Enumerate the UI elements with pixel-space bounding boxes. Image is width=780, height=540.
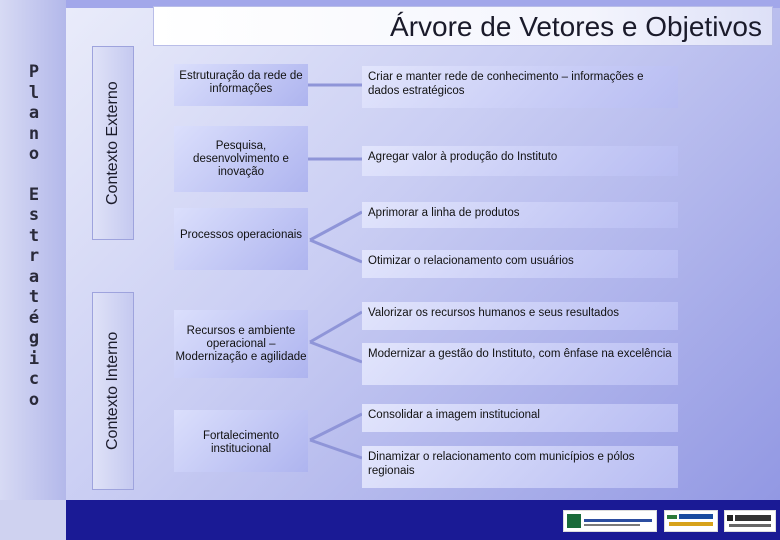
context-external-label: Contexto Externo	[104, 81, 121, 205]
sidebar-letter: t	[28, 225, 40, 246]
logo-ibap-rj	[724, 510, 776, 532]
objective-box	[362, 202, 678, 228]
objective-box	[362, 404, 678, 432]
vector-text: Estruturação da rede de informações	[179, 70, 303, 95]
objective-box	[362, 302, 678, 330]
objective-text: Otimizar o relacionamento com usuários	[368, 255, 574, 267]
sidebar-letter: a	[28, 266, 40, 287]
sidebar-letter: n	[28, 123, 40, 144]
objective-box	[362, 146, 678, 176]
objective-text: Modernizar a gestão do Instituto, com ênfase na excelência	[368, 348, 672, 360]
vector-text: Processos operacionais	[179, 229, 303, 241]
footer-bar	[0, 500, 780, 540]
sidebar-letter: E	[28, 184, 40, 205]
sidebar-letter: r	[28, 246, 40, 266]
vector-box	[174, 208, 308, 270]
vector-box	[174, 64, 308, 106]
connector-line	[310, 212, 362, 240]
vector-text: Fortalecimento institucional	[202, 430, 280, 455]
vector-text: Recursos e ambiente operacional – Modernização e agilidade	[175, 324, 307, 363]
footer-left-block	[0, 500, 66, 540]
sidebar-letter: a	[28, 103, 40, 123]
connector-line	[310, 342, 362, 362]
objective-box	[362, 446, 678, 488]
context-internal-label: Contexto Interno	[104, 331, 121, 451]
connector-line	[310, 312, 362, 342]
sidebar-letter: i	[28, 348, 40, 369]
vector-text: Pesquisa, desenvolvimento e inovação	[193, 139, 289, 178]
objective-text: Dinamizar o relacionamento com municípios e pólos regionais	[368, 451, 635, 477]
sidebar-letter: l	[28, 82, 40, 103]
page-title: Árvore de Vetores e Objetivos	[390, 11, 762, 42]
connector-line	[310, 414, 362, 440]
sidebar-letter: o	[28, 389, 40, 410]
objective-box	[362, 66, 678, 108]
sidebar-letter: P	[28, 62, 40, 82]
connector-line	[310, 240, 362, 262]
vector-box	[174, 410, 308, 472]
sidebar-letter: s	[28, 205, 40, 225]
logo-espirito-santo	[664, 510, 718, 532]
objective-text: Aprimorar a linha de produtos	[368, 207, 520, 219]
objective-text: Agregar valor à produção do Instituto	[368, 151, 558, 163]
incaper-logo-icon	[564, 511, 656, 531]
objective-text: Valorizar os recursos humanos e seus resultados	[368, 307, 619, 319]
objective-box	[362, 343, 678, 385]
objective-box	[362, 250, 678, 278]
sidebar-letter: g	[28, 328, 40, 348]
sidebar-letter: é	[28, 307, 40, 328]
espirito-santo-logo-icon	[665, 511, 717, 531]
objective-text: Consolidar a imagem institucional	[368, 409, 540, 421]
vector-box	[174, 126, 308, 192]
objective-text: Criar e manter rede de conhecimento – informações e dados estratégicos	[368, 71, 644, 97]
sidebar-letter: c	[28, 369, 40, 389]
logo-incaper	[563, 510, 657, 532]
connector-line	[310, 440, 362, 458]
sidebar-letter: o	[28, 144, 40, 164]
ibap-logo-icon	[725, 511, 775, 531]
vector-box	[174, 310, 308, 378]
sidebar-letter: t	[28, 287, 40, 307]
